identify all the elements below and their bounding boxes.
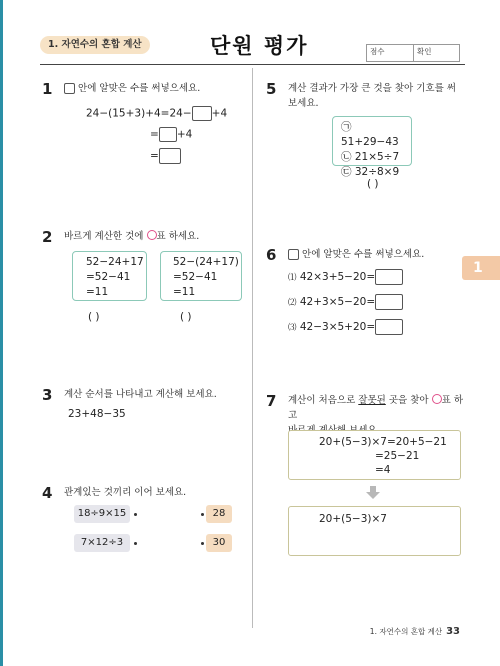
q1-prompt: [64, 81, 200, 96]
q4-left-dot-1[interactable]: [134, 513, 137, 516]
q7-prompt-underlined: 잘못된: [358, 395, 386, 406]
q7-wrong-line1: 20+(5−3)×7=20+5−21: [319, 436, 447, 448]
q4-right-item-1[interactable]: 28: [206, 505, 232, 523]
q6-prompt-box-icon: [288, 249, 299, 260]
q1-answer-box-2[interactable]: [159, 127, 177, 142]
q5-option-2-expr: 21×5÷7: [354, 151, 400, 163]
q2-number: 2: [42, 228, 53, 246]
q7-fix-line1: 20+(5−3)×7: [319, 513, 387, 525]
q6-number: 6: [266, 246, 277, 264]
score-box: [366, 44, 460, 62]
q1-line2: [150, 127, 192, 142]
chapter-tag: 1. 자연수의 혼합 계산: [40, 36, 150, 54]
q1-line1-end: +4: [211, 107, 228, 120]
q1-prompt-text: 안에 알맞은 수를 써넣으세요.: [78, 83, 201, 94]
q7-wrong-line2: =25−21: [375, 450, 420, 462]
q6-item-2-label: ⑵: [288, 298, 297, 308]
q1-line3: [150, 148, 181, 164]
down-arrow-icon: [366, 485, 380, 504]
q5-option-2-symbol: ㉡: [341, 151, 352, 163]
q4-left-item-2[interactable]: 7×12÷3: [74, 534, 130, 552]
q6-item-1-expr: 42×3+5−20=: [299, 271, 376, 283]
q1-line1: [86, 106, 227, 121]
q2-prompt-start: 바르게 계산한 것에: [64, 231, 144, 242]
q6-item-3-expr: 42−3×5+20=: [299, 321, 376, 333]
q6-prompt: [288, 247, 424, 262]
q2-left-line3: =11: [86, 286, 109, 298]
q1-line3-start: =: [150, 150, 159, 162]
q1-number: 1: [42, 80, 53, 98]
q5-number: 5: [266, 80, 277, 98]
q2-prompt: [64, 229, 199, 244]
q7-correction-card[interactable]: [288, 506, 461, 556]
q2-answer-right[interactable]: ( ): [180, 311, 192, 323]
q6-item-2-expr: 42+3×5−20=: [299, 296, 376, 308]
q3-number: 3: [42, 386, 53, 404]
page-edge-accent: [0, 0, 3, 666]
q6-answer-box-1[interactable]: [375, 269, 403, 285]
q4-right-dot-2[interactable]: [201, 542, 204, 545]
q1-line2-start: =: [150, 128, 159, 141]
page-number: 33: [446, 626, 460, 637]
page-title: 단원 평가: [210, 34, 309, 58]
title-rule: [40, 64, 465, 65]
q6-answer-box-3[interactable]: [375, 319, 403, 335]
q3-prompt: 계산 순서를 나타내고 계산해 보세요.: [64, 389, 217, 400]
q4-right-dot-1[interactable]: [201, 513, 204, 516]
q3-expression: 23+48−35: [68, 408, 126, 420]
q2-right-line2: =52−41: [173, 271, 218, 283]
check-label: 확인: [417, 47, 432, 56]
q2-answer-left[interactable]: ( ): [88, 311, 100, 323]
footer-section: 1. 자연수의 혼합 계산: [369, 627, 443, 636]
circle-mark-icon: [432, 394, 442, 404]
q6-item-1-label: ⑴: [288, 273, 297, 283]
q5-option-1[interactable]: [341, 120, 411, 150]
chapter-side-tab: 1: [462, 256, 500, 280]
q6-answer-box-2[interactable]: [375, 294, 403, 310]
q6-item-2: [288, 294, 403, 310]
q1-answer-box-3[interactable]: [159, 148, 181, 164]
column-divider: [252, 68, 253, 628]
score-box-divider: [413, 45, 414, 61]
q5-answer[interactable]: ( ): [367, 178, 379, 190]
q2-right-line3: =11: [173, 286, 196, 298]
q4-left-item-1[interactable]: 18÷9×15: [74, 505, 130, 523]
q5-option-1-expr: 51+29−43: [341, 136, 399, 148]
q5-prompt: 계산 결과가 가장 큰 것을 찾아 기호를 써 보세요.: [288, 83, 456, 109]
q2-card-right[interactable]: [160, 251, 242, 301]
q2-card-left[interactable]: [72, 251, 147, 301]
q5-option-1-symbol: ㉠: [341, 121, 352, 133]
q7-wrong-line3: =4: [375, 464, 391, 476]
q6-item-3: [288, 319, 403, 335]
q6-item-1: [288, 269, 403, 285]
q5-option-3-symbol: ㉢: [341, 166, 352, 178]
q5-option-3-expr: 32÷8×9: [354, 166, 400, 178]
q4-right-item-2[interactable]: 30: [206, 534, 232, 552]
circle-mark-icon: [147, 230, 157, 240]
q2-left-line2: =52−41: [86, 271, 131, 283]
q5-options-card: [332, 116, 412, 178]
q7-prompt-start: 계산이 처음으로: [288, 395, 356, 406]
q4-number: 4: [42, 484, 53, 502]
q2-left-line1: 52−24+17: [86, 256, 144, 268]
q1-line1-start: 24−(15+3)+4=24−: [86, 107, 192, 120]
q4-prompt: 관계있는 것끼리 이어 보세요.: [64, 487, 187, 498]
q7-prompt-middle: 곳을 찾아: [388, 395, 429, 406]
q7-wrong-solution-card[interactable]: [288, 430, 461, 480]
q6-item-3-label: ⑶: [288, 323, 297, 333]
q7-number: 7: [266, 392, 277, 410]
q1-prompt-box-icon: [64, 83, 75, 94]
q2-right-line1: 52−(24+17): [173, 256, 239, 268]
q7-prompt-end: 표 하고: [288, 395, 463, 421]
q6-prompt-text: 안에 알맞은 수를 써넣으세요.: [302, 249, 425, 260]
q1-answer-box-1[interactable]: [192, 106, 212, 121]
page-footer: [370, 626, 460, 637]
q2-prompt-end: 표 하세요.: [156, 231, 200, 242]
q5-option-2[interactable]: [341, 150, 411, 165]
q1-line2-end: +4: [176, 128, 193, 141]
q4-left-dot-2[interactable]: [134, 542, 137, 545]
score-label: 점수: [370, 47, 385, 56]
